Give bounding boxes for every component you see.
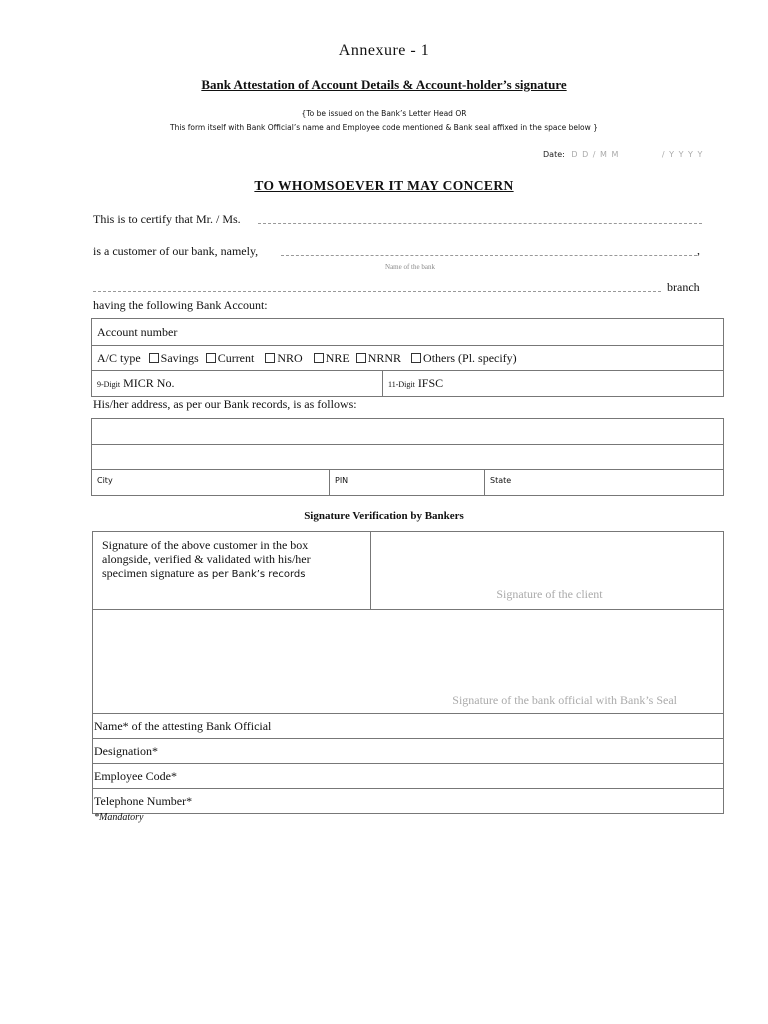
account-number-label: Account number (97, 324, 178, 339)
state-field[interactable] (485, 470, 724, 496)
checkbox-icon (206, 353, 216, 363)
signature-section-title: Signature Verification by Bankers (304, 510, 464, 522)
address-table (91, 418, 724, 496)
customer-verification-text: Signature of the above customer in the box alongside, verified & validated with his/her specimen signature as per Bank’s records (93, 532, 371, 610)
date-label: Date: (543, 150, 565, 159)
state-label: State (490, 476, 512, 485)
option-nrnr[interactable]: NRNR (355, 351, 401, 365)
option-savings[interactable]: Savings (148, 351, 199, 365)
address-line-2[interactable] (92, 445, 724, 470)
mandatory-note: *Mandatory (94, 812, 144, 823)
city-field[interactable] (92, 470, 330, 496)
telephone-field[interactable]: Telephone Number* (93, 789, 724, 814)
city-label: City (97, 476, 113, 485)
ifsc-prefix: 11-Digit (388, 380, 415, 389)
account-type-label: A/C type (97, 350, 141, 365)
form-subtitle: Bank Attestation of Account Details & Account-holder’s signature (201, 77, 567, 92)
account-number-field[interactable] (92, 319, 724, 346)
branch-line[interactable] (93, 291, 661, 292)
page-title: Annexure - 1 (338, 42, 430, 59)
pin-field[interactable] (330, 470, 485, 496)
client-signature-placeholder: Signature of the client (496, 587, 603, 601)
customer-of-text: is a customer of our bank, namely, (93, 244, 259, 258)
branch-text: branch (667, 280, 700, 294)
ifsc-field[interactable] (383, 371, 724, 397)
date-dd-mm-placeholder: D D / M M (571, 150, 620, 159)
signature-table (92, 531, 724, 814)
account-type-row (92, 346, 724, 371)
checkbox-icon (411, 353, 421, 363)
instruction-line-2: This form itself with Bank Official’s name and Employee code mentioned & Bank seal affixed in the space below } (170, 123, 598, 132)
micr-label: MICR No. (123, 376, 175, 390)
client-signature-box[interactable] (371, 532, 724, 610)
option-current[interactable]: Current (205, 351, 255, 365)
date-yyyy-placeholder: / Y Y Y Y (661, 150, 704, 159)
bank-name-line[interactable] (281, 255, 697, 256)
checkbox-icon (356, 353, 366, 363)
checkbox-icon (149, 353, 159, 363)
account-table (91, 318, 724, 397)
concern-heading: TO WHOMSOEVER IT MAY CONCERN (254, 178, 514, 193)
option-nre[interactable]: NRE (313, 351, 350, 365)
having-account-text: having the following Bank Account: (93, 298, 268, 312)
employee-code-field[interactable]: Employee Code* (93, 764, 724, 789)
bank-name-hint: Name of the bank (385, 263, 435, 271)
customer-name-line[interactable] (258, 223, 702, 224)
certify-text: This is to certify that Mr. / Ms. (93, 212, 241, 226)
address-intro: His/her address, as per our Bank records, is as follows: (93, 397, 357, 411)
option-nro[interactable]: NRO (264, 351, 302, 365)
checkbox-icon (314, 353, 324, 363)
option-others[interactable]: Others (Pl. specify) (410, 351, 517, 365)
address-line-1[interactable] (92, 419, 724, 445)
checkbox-icon (265, 353, 275, 363)
instruction-line-1: {To be issued on the Bank’s Letter Head OR (301, 109, 467, 118)
designation-field[interactable]: Designation* (93, 739, 724, 764)
ifsc-label: IFSC (417, 376, 444, 390)
micr-prefix: 9-Digit (97, 380, 121, 389)
official-signature-placeholder: Signature of the bank official with Bank’s Seal (452, 693, 677, 707)
pin-label: PIN (335, 476, 349, 485)
comma: , (697, 243, 700, 257)
micr-field[interactable] (92, 371, 383, 397)
official-signature-box[interactable] (93, 610, 724, 714)
date-field[interactable] (543, 150, 703, 159)
official-name-field[interactable]: Name* of the attesting Bank Official (93, 714, 724, 739)
